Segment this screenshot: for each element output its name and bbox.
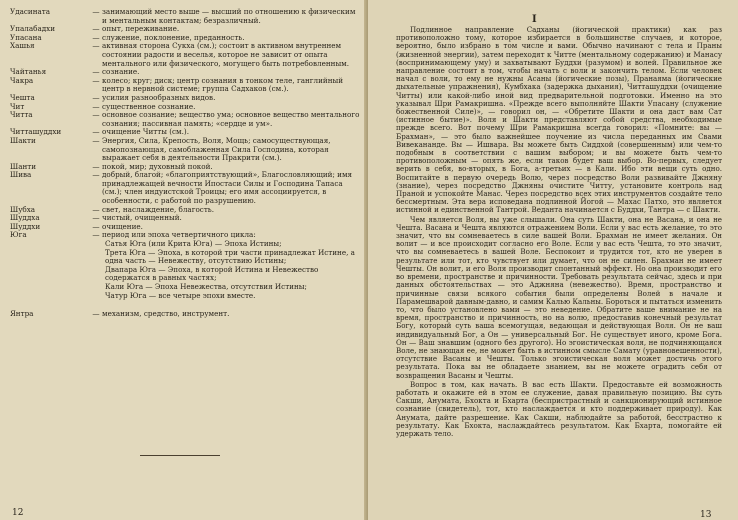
glossary-entry: Чешта — усилия разнообразных видов. bbox=[10, 92, 216, 102]
glossary-entry: Упалабадхи — опыт, переживание. bbox=[10, 24, 180, 34]
chapter-number: I bbox=[532, 14, 537, 25]
glossary-entry: Шанти — покой, мир; духовный покой. bbox=[10, 161, 213, 171]
yuga-item: Сатья Юга (или Крита Юга) — Эпоха Истины; bbox=[105, 239, 282, 249]
chapter-body bbox=[396, 26, 722, 439]
paragraph: Чем является Воля, вы уже слышали. Она суть Шакти, она не Васана, и она не Чешта. Васана и Чешта являются отражением Воли. Если у вас есть желание, то это значит, что вы сомневаетесь в силе вашей Воли. Брахман не имеет желания. Он волит — и все происходит согласно его Воле. Если у вас есть Чешта, то это значит, что вы сомневаетесь в вашей Воле. Беспокоит и трудится тот, кто не уверен в результате или тот, кто чувствует или думает, что он не силен. Брахман не имеет Чешты. Он волит, и его Воля производит спонтанный эффект. Но она производит его во времени, пространстве и причинности. Требовать результата сейчас, здесь и при данных обстоятельствах — это Аджняна (невежество). Время, пространство и причинные связи всякого события были определены Волей в начале и Парамешварой давным-давно, и самим Калью Кальны. Бороться и пытаться изменить то, что было установлено вами — это неведение. Обратите ваше внимание не на время, пространство и причинность, но на волю, предоставив конечный результат Богу, который суть ваша всемогущая, ведающая и действующая Воля. Он не ваш индивидуальный Бог, а Он — универсальный Бог. Не существует иного, кроме Бога. Он — Ваш знавшим (одного без другого). Но эгоистическая воля, не подчиняющаяся Воле, не знающая ее, не может быть в истинном смысле Самату (уравновешенности), отсутствие Васаны и Чешты. Только эгоистическая воля может достичь этого результата. Покa вы не обладаете знанием, вы не можете оградить себя от возвращения Васаны и Чешты. bbox=[396, 214, 722, 380]
glossary bbox=[10, 8, 362, 319]
yuga-item: Двапара Юга — Эпоха, в которой Истина и Невежество содержатся в равных частях; bbox=[105, 264, 319, 283]
glossary-entry: Читта — основное сознание; вещество ума; основное вещество ментального сознания; пассивная память; «сердце и ум». bbox=[10, 110, 360, 128]
glossary-entry: Чит — существенное сознание. bbox=[10, 101, 196, 111]
glossary-entry: Янтра — механизм, средство, инструмент. bbox=[10, 309, 230, 319]
yuga-item: Чатур Юга — все четыре эпохи вместе. bbox=[105, 290, 256, 300]
glossary-entry: Шуддха — чистый, очищенный. bbox=[10, 213, 182, 223]
glossary-entry: Чайтанья — сознание. bbox=[10, 67, 140, 77]
left-page bbox=[0, 0, 368, 520]
yuga-item: Трета Юга — Эпоха, в которой три части принадлежат Истине, а одна часть — Невежеству, отсутствию Истины; bbox=[105, 247, 355, 266]
yuga-list bbox=[10, 240, 362, 300]
glossary-entry: Шуддхи — очищение. bbox=[10, 221, 143, 231]
glossary-entry: Упасана — служение, поклонение, преданность. bbox=[10, 32, 245, 42]
paragraph: Подлинное направление Садханы (йогической практики) как раз противоположно тому, которое избирается в большинстве случаев, и которое, вероятно, было избрано в том числе и вами. Обычно начинают с тела и Праны (жизненной энергии), затем переходят к Читте (ментальному содержанию) и Манасу (воспринимающему уму) и захватывают Буддхи (разумом) и волей. Правильное же направление состоит в том, чтобы начать с воли и закончить телом. Если человек начал с воли, то ему не нужны Асаны (йогические позы), Пранаяма (йогические дыхательные упражнения), Кумбхака (задержка дыхания), Читташуддхи (очищение Читты) или какой-либо иной вид предварительной подготовки. Именно на это указывал Шри Рамакришна. «Прежде всего выполняйте Шакти Упасану (служение божественной Силе)», — говорил он, — «Обретите Шакти и она даст вам Сат (истинное бытие)». Воля и Шакти представляют собой средства, необходимые прежде всего. Вот почему Шри Рамакришна всегда говорил: «Помните: вы — Брахман», — это было важнейшее поучение из числа переданных им Свами Вивекананде. Вы — Ишвара. Вы можете быть Сиддхой (совершенным) или чем-то подобным в соответствии с вашим выбором; и вы можете быть чем-то противоположным — опять же, если таков будет ваш выбор. Во-первых, следует верить в себя, во-вторых, в Бога, а-третьих — в Кали. Ибо эти вещи суть одно. Воспитайте в первую очередь Волю, через посредство Воли развивайте Джняну (знание), через посредство Джняны очистите Читту, установите контроль над Праной и успокойте Манас. Через посредство всех этих инструментов создайте тело бессмертным. Эта вера исповедана подлинной Йогой — Махас Патхо, это является истинной и единственной Тантрой. Ведантa начинается с Буддхи, Тантра — с Шакти. bbox=[396, 25, 722, 215]
glossary-entry: Шубха — свет, наслаждение, благость. bbox=[10, 204, 214, 214]
glossary-entry: Читташуддхи — очищение Читты (см.). bbox=[10, 127, 190, 137]
glossary-entry: Шива — добрый, благой; «благоприятствующий», Благословляющий; имя принадлежащей вечности Ипостаси Силы и Господина Тапаса (см.); член индуистской Троицы; его имя ассоциируется, в особенности, с работой по разрушению. bbox=[10, 170, 353, 206]
glossary-entry: Чакра — колесо; круг; диск; центр сознания в тонком теле, ганглийный центр в нервной системе; группа Садхаков (см.). bbox=[10, 75, 344, 94]
separator-line bbox=[140, 455, 220, 456]
glossary-entry: Юга — период или эпоха четвертичного цикла: bbox=[10, 230, 256, 240]
paragraph: Вопрос в том, как начать. В вас есть Шакти. Предоставьте ей возможность работать и окажите ей в этом ее служение, давая правильную позицию. Вы суть Сакши, Анумата, Бхокта и Бхарта (беспристрастный и санкционирующий истинное сознание (свидетель), тот, кто наслаждается и кто поддерживает природу). Как Анумата, дайте разрешение. Как Сакши, наблюдайте за работой, бесстрастно к результату. Как Бхокта, наслаждайтесь результатом. Как Бхарта, помогайте ей удержать тело. bbox=[396, 379, 722, 438]
yuga-item: Кали Юга — Эпоха Невежества, отсутствия Истины; bbox=[105, 282, 307, 291]
glossary-entry: Удасината — занимающий место выше — высший по отношению к физическим и ментальным контактам; безразличный. bbox=[10, 7, 356, 25]
glossary-entry: Шакти — Энергия, Сила, Крепость, Воля, Мощь; самосуществующая, самопознающая, самоблаженная Сила Господина, которая выражает себя в деятельности Пракрити (см.). bbox=[10, 135, 331, 163]
glossary-entry: Хашья — активная сторона Сукха (см.); состоит в активном внутреннем состоянии радости и веселья, которое не зависит от опыта ментального или физического, могущего быть потребовленным. bbox=[10, 41, 350, 68]
page-number-left: 12 bbox=[12, 508, 24, 518]
page-number-right: 13 bbox=[700, 510, 712, 520]
